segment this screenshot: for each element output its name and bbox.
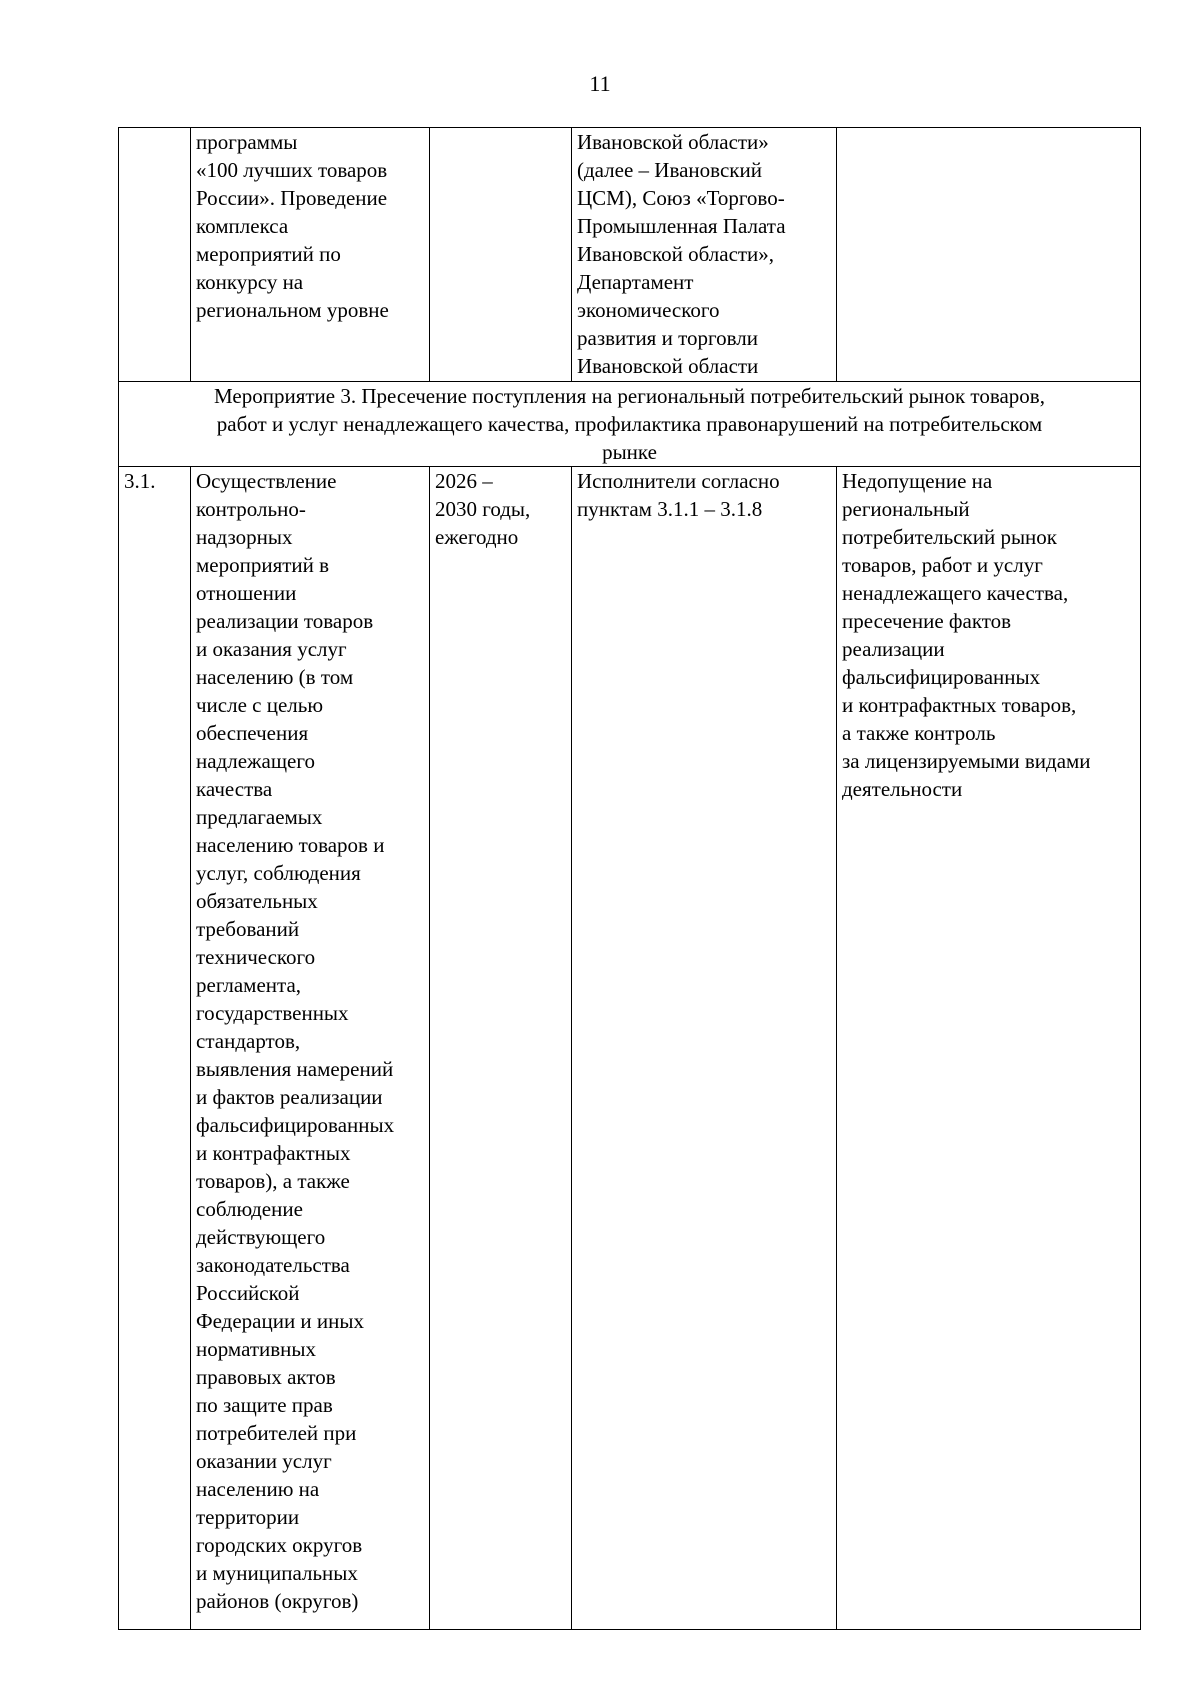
executors-cell bbox=[572, 128, 837, 382]
text-line: нормативных bbox=[196, 1337, 317, 1361]
text-line: товаров, работ и услуг bbox=[842, 553, 1043, 577]
text-line: пунктам 3.1.1 – 3.1.8 bbox=[577, 497, 763, 521]
text-line: надзорных bbox=[196, 525, 293, 549]
text-line: правовых актов bbox=[196, 1365, 336, 1389]
text-line: Российской bbox=[196, 1281, 300, 1305]
text-line: Ивановской области bbox=[577, 354, 759, 378]
text-line: государственных bbox=[196, 1001, 349, 1025]
text-line: и оказания услуг bbox=[196, 637, 347, 661]
text-line: региональный bbox=[842, 497, 970, 521]
text-line: фальсифицированных bbox=[196, 1113, 395, 1137]
text-line: технического bbox=[196, 945, 316, 969]
text-line: отношении bbox=[196, 581, 297, 605]
page-number: 11 bbox=[589, 71, 611, 96]
text-line: ЦСМ), Союз «Торгово- bbox=[577, 186, 785, 210]
text-line: фальсифицированных bbox=[842, 665, 1041, 689]
row-number-cell bbox=[119, 128, 191, 382]
text-line: действующего bbox=[196, 1225, 326, 1249]
text-line: комплекса bbox=[196, 214, 289, 238]
result-cell bbox=[837, 128, 1141, 382]
text-line: стандартов, bbox=[196, 1029, 301, 1053]
text-line: ненадлежащего качества, bbox=[842, 581, 1069, 605]
activity-cell bbox=[191, 467, 430, 1630]
text-line: работ и услуг ненадлежащего качества, профилактика правонарушений на потребительском bbox=[216, 412, 1043, 436]
text-line: товаров), а также bbox=[196, 1169, 350, 1193]
text-line: деятельности bbox=[842, 777, 963, 801]
text-line: «100 лучших товаров bbox=[196, 158, 388, 182]
text-line: по защите прав bbox=[196, 1393, 333, 1417]
text-line: потребительский рынок bbox=[842, 525, 1057, 549]
text-line: оказании услуг bbox=[196, 1449, 332, 1473]
text-line: Ивановской области», bbox=[577, 242, 775, 266]
text-line: и муниципальных bbox=[196, 1561, 358, 1585]
text-line: Осуществление bbox=[196, 469, 337, 493]
text-line: рынке bbox=[602, 440, 657, 464]
text-line: выявления намерений bbox=[196, 1057, 394, 1081]
text-line: контрольно- bbox=[196, 497, 306, 521]
text-line: развития и торговли bbox=[577, 326, 758, 350]
text-line: (далее – Ивановский bbox=[577, 158, 762, 182]
text-line: 2030 годы, bbox=[435, 497, 531, 521]
period-cell bbox=[430, 467, 572, 1630]
text-line: населению товаров и bbox=[196, 833, 385, 857]
text-line: районов (округов) bbox=[196, 1589, 359, 1613]
text-line: и фактов реализации bbox=[196, 1085, 383, 1109]
text-line: надлежащего bbox=[196, 749, 315, 773]
text-line: России». Проведение bbox=[196, 186, 388, 210]
text-line: ежегодно bbox=[435, 525, 519, 549]
text-line: реализации товаров bbox=[196, 609, 374, 633]
activity-cell bbox=[191, 128, 430, 382]
text-line: программы bbox=[196, 130, 298, 154]
text-line: территории bbox=[196, 1505, 300, 1529]
text-line: а также контроль bbox=[842, 721, 996, 745]
text-line: обеспечения bbox=[196, 721, 309, 745]
table-row-3-1 bbox=[119, 467, 1141, 1630]
text-line: Недопущение на bbox=[842, 469, 993, 493]
text-line: мероприятий в bbox=[196, 553, 330, 577]
text-line: Промышленная Палата bbox=[577, 214, 786, 238]
text-line: регламента, bbox=[196, 973, 302, 997]
text-line: 2026 – bbox=[435, 469, 493, 493]
text-line: за лицензируемыми видами bbox=[842, 749, 1091, 773]
table-row-continuation bbox=[119, 128, 1141, 382]
text-line: Департамент bbox=[577, 270, 694, 294]
text-line: пресечение фактов bbox=[842, 609, 1012, 633]
text-line: требований bbox=[196, 917, 300, 941]
text-line: экономического bbox=[577, 298, 720, 322]
executors-cell bbox=[572, 467, 837, 1630]
section-heading bbox=[119, 382, 1141, 467]
text-line: и контрафактных товаров, bbox=[842, 693, 1077, 717]
text-line: конкурсу на bbox=[196, 270, 304, 294]
text-line: Федерации и иных bbox=[196, 1309, 364, 1333]
result-cell bbox=[837, 467, 1141, 1630]
section-heading-row bbox=[119, 382, 1141, 467]
text-line: числе с целью bbox=[196, 693, 324, 717]
text-line: региональном уровне bbox=[196, 298, 389, 322]
text-line: Мероприятие 3. Пресечение поступления на региональный потребительский рынок товаров, bbox=[214, 384, 1045, 408]
text-line: обязательных bbox=[196, 889, 318, 913]
text-line: соблюдение bbox=[196, 1197, 303, 1221]
measures-table bbox=[118, 127, 1141, 1630]
text-line: законодательства bbox=[196, 1253, 350, 1277]
text-line: Ивановской области» bbox=[577, 130, 769, 154]
text-line: населению (в том bbox=[196, 665, 354, 689]
row-number-cell: 3.1. bbox=[119, 467, 191, 1630]
text-line: населению на bbox=[196, 1477, 320, 1501]
text-line: потребителей при bbox=[196, 1421, 357, 1445]
text-line: реализации bbox=[842, 637, 945, 661]
text-line: Исполнители согласно bbox=[577, 469, 780, 493]
text-line: качества bbox=[196, 777, 273, 801]
period-cell bbox=[430, 128, 572, 382]
text-line: предлагаемых bbox=[196, 805, 323, 829]
text-line: услуг, соблюдения bbox=[196, 861, 361, 885]
text-line: и контрафактных bbox=[196, 1141, 351, 1165]
text-line: мероприятий по bbox=[196, 242, 341, 266]
text-line: городских округов bbox=[196, 1533, 363, 1557]
